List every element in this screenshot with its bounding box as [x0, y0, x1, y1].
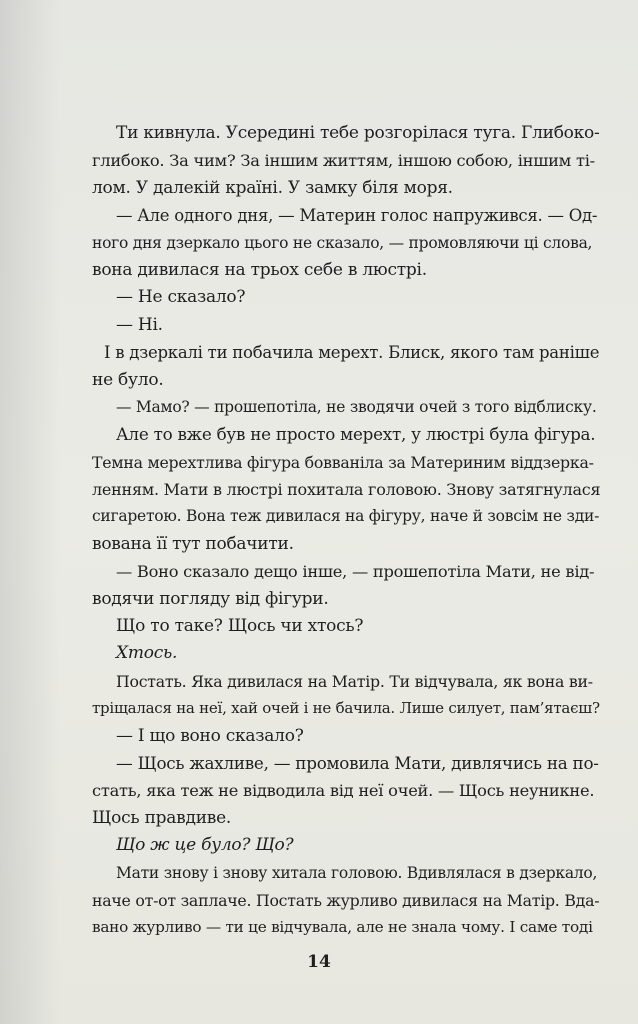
text-line: не було. [92, 369, 164, 390]
text-line: — І що воно сказало? [116, 725, 304, 746]
page-number: 14 [307, 952, 331, 972]
text-line: водячи погляду від фігури. [92, 588, 329, 609]
text-line-italic: Що ж це було? Що? [116, 835, 294, 856]
text-line: наче от-от заплаче. Постать журливо дивилася на Матір. Вда- [92, 890, 600, 910]
text-line: ного дня дзеркало цього не сказало, — промовляючи ці слова, [92, 233, 593, 252]
text-line: — Не сказало? [116, 287, 246, 308]
page-gutter-shadow [0, 0, 60, 1024]
text-line: Постать. Яка дивилася на Матір. Ти відчувала, як вона ви- [116, 671, 593, 691]
text-line: — Але одного дня, — Материн голос напружився. — Од- [116, 206, 598, 226]
text-line: вована її тут побачити. [92, 533, 294, 554]
text-line-italic: Хтось. [116, 643, 178, 664]
text-line: Темна мерехтлива фігура бовваніла за Материним віддзерка- [92, 452, 594, 472]
text-line: — Ні. [116, 314, 163, 335]
text-line: вона дивилася на трьох себе в люстрі. [92, 259, 427, 280]
text-line: Що то таке? Щось чи хтось? [116, 616, 364, 637]
text-line: — Мамо? — прошепотіла, не зводячи очей з того відблиску. [116, 397, 597, 416]
text-line: лом. У далекій країні. У замку біля моря. [92, 177, 453, 198]
text-line: вано журливо — ти це відчувала, але не знала чому. І саме тоді [92, 918, 593, 937]
body-text [92, 120, 601, 942]
text-line: — Щось жахливе, — промовила Мати, дивлячись на по- [116, 752, 599, 773]
text-line: сигаретою. Вона теж дивилася на фігуру, наче й зовсім не зди- [92, 507, 600, 526]
text-line: глибоко. За чим? За іншим життям, іншою собою, іншим ті- [92, 151, 595, 171]
text-line: Ти кивнула. Усередині тебе розгорілася туга. Глибоко- [116, 123, 600, 143]
text-line: Щось правдиве. [92, 807, 232, 828]
text-line: ленням. Мати в люстрі похитала головою. Знову затягнулася [92, 480, 601, 500]
text-line: — Воно сказало дещо інше, — прошепотіла Мати, не від- [116, 562, 595, 582]
text-line: тріщалася на неї, хай очей і не бачила. Лише силует, пам’ятаєш? [92, 699, 600, 718]
text-line: стать, яка теж не відводила від неї очей. — Щось неуникне. [92, 781, 595, 801]
text-line: Але то вже був не просто мерехт, у люстрі була фігура. [116, 424, 596, 445]
text-line: Мати знову і знову хитала головою. Вдивлялася в дзеркало, [116, 863, 598, 882]
text-line: І в дзеркалі ти побачила мерехт. Блиск, якого там раніше [104, 343, 600, 363]
